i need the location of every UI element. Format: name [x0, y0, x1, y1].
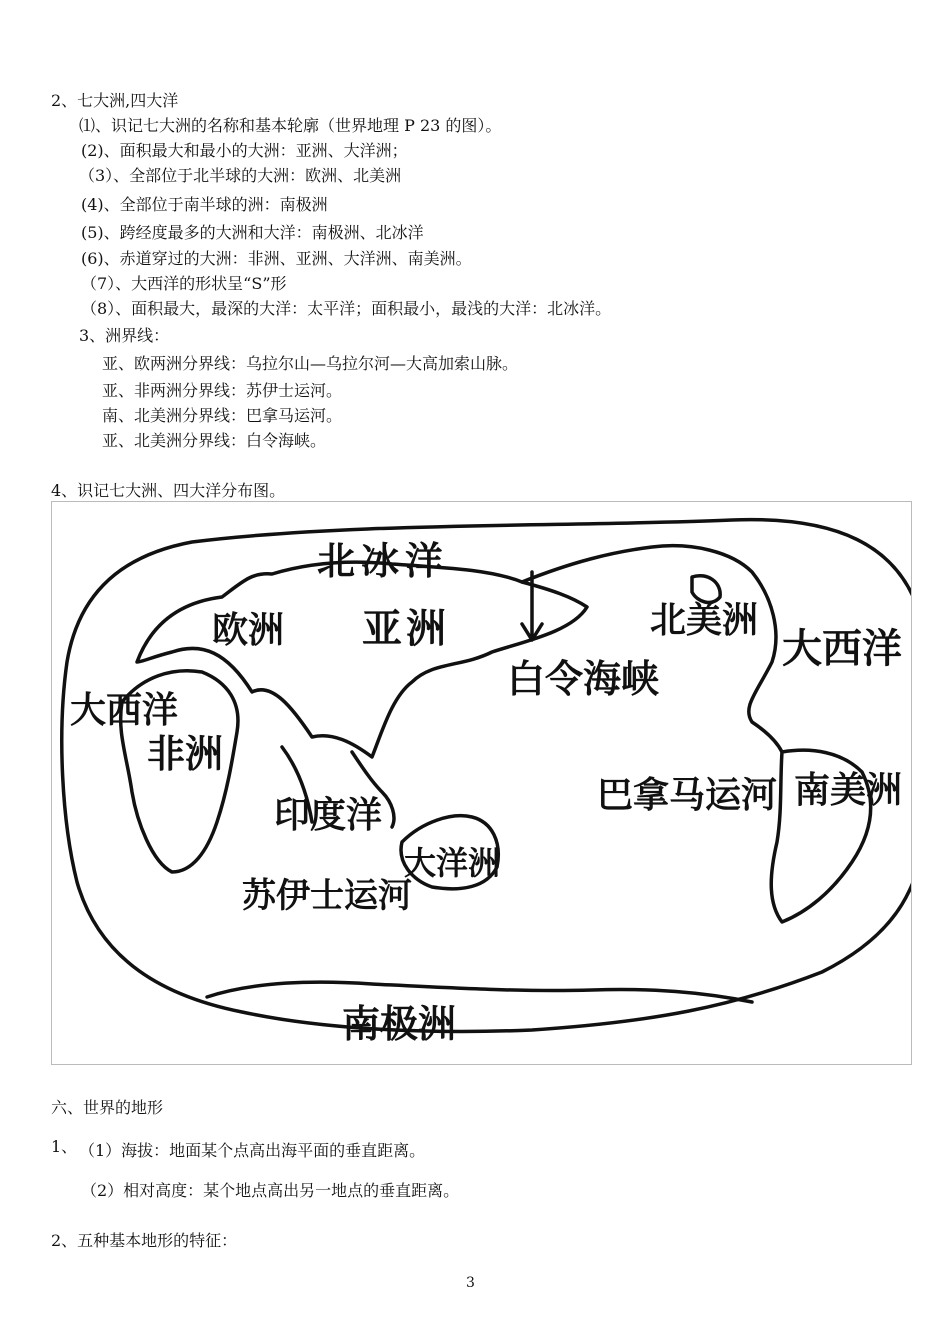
list-item: (4)、全部位于南半球的洲：南极洲	[81, 195, 328, 214]
world-map-drawing	[52, 502, 911, 1064]
greenland	[692, 576, 720, 603]
list-item: 亚、北美洲分界线：白令海峡。	[102, 431, 327, 450]
section4-heading: 4、识记七大洲、四大洋分布图。	[51, 481, 286, 500]
section6-item1b: （2）相对高度：某个地点高出另一地点的垂直距离。	[81, 1181, 460, 1200]
map-label-north-america: 北美洲	[650, 600, 759, 641]
map-label-bering: 白令海峡	[507, 657, 660, 701]
map-label-atlantic-west: 大西洋	[70, 690, 179, 731]
map-label-europe: 欧洲	[212, 610, 285, 651]
map-label-arctic: 北冰洋	[317, 539, 450, 583]
section6-item1a: （1）海拔：地面某个点高出海平面的垂直距离。	[79, 1141, 426, 1160]
map-label-antarctica: 南极洲	[342, 1002, 457, 1046]
list-item: 南、北美洲分界线：巴拿马运河。	[102, 406, 343, 425]
map-label-oceania: 大洋洲	[404, 844, 501, 882]
map-label-asia: 亚洲	[362, 606, 450, 652]
list-item: (6)、赤道穿过的大洲：非洲、亚洲、大洋洲、南美洲。	[81, 249, 472, 268]
list-item: (2)、面积最大和最小的大洲：亚洲、大洋洲；	[81, 141, 408, 160]
section3-heading: 3、洲界线：	[79, 326, 170, 345]
list-item: (5)、跨经度最多的大洲和大洋：南极洲、北冰洋	[81, 223, 424, 242]
map-label-africa: 非洲	[147, 732, 224, 776]
list-item: 亚、非两洲分界线：苏伊士运河。	[102, 381, 343, 400]
map-label-suez: 苏伊士运河	[242, 876, 412, 916]
map-label-atlantic-east: 大西洋	[782, 626, 902, 672]
world-map-figure	[51, 501, 912, 1065]
map-label-panama: 巴拿马运河	[597, 775, 778, 816]
north-america-coast	[522, 546, 782, 752]
section2-heading: 2、七大洲,四大洋	[51, 91, 179, 110]
list-item: （7）、大西洋的形状呈“S”形	[81, 274, 287, 293]
list-item: ⑴、识记七大洲的名称和基本轮廓（世界地理 P 23 的图）。	[79, 116, 502, 135]
list-item: 亚、欧两洲分界线：乌拉尔山—乌拉尔河—大高加索山脉。	[102, 354, 519, 373]
map-label-south-america: 南美洲	[794, 770, 903, 811]
list-item: （3）、全部位于北半球的大洲：欧洲、北美洲	[79, 166, 402, 185]
section6-heading: 六、世界的地形	[51, 1098, 164, 1117]
map-label-indian: 印度洋	[274, 795, 383, 836]
list-item: （8）、面积最大，最深的大洋：太平洋；面积最小，最浅的大洋：北冰洋。	[81, 299, 612, 318]
section6-item2: 2、五种基本地形的特征：	[51, 1231, 238, 1250]
page-number: 3	[466, 1275, 475, 1291]
section6-item1-number: 1、	[51, 1137, 78, 1156]
antarctica-coast	[207, 982, 752, 1002]
